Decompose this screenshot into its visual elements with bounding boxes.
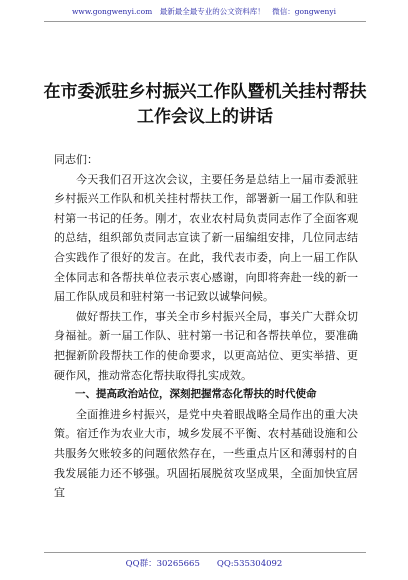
document-title: 在市委派驻乡村振兴工作队暨机关挂村帮扶工作会议上的讲话 <box>43 82 367 127</box>
section-heading-1: 一、提高政治站位，深刻把握常态化帮扶的时代使命 <box>75 388 317 401</box>
footer-divider <box>44 552 366 553</box>
header-divider <box>44 21 366 22</box>
page-footer-contact: QQ群：30265665 QQ:535304092 <box>125 559 283 569</box>
paragraph-1: 今天我们召开这次会议，主要任务是总结上一届市委派驻乡村振兴工作队和机关挂村帮扶工作，部署新一届工作队和驻村第一书记的任务。刚才，农业农村局负责同志作了全面客观的总结，组织部负责同志宣读了新一届编组安排，几位同志结合实践作了很好的发言。在此，我代表市委，向上一届工作队全体同志和各帮扶单位表示衷心感谢，向即将奔赴一线的新一届工作队成员和驻村第一书记致以诚挚问候。 <box>54 172 358 304</box>
page-header-link: www.gongwenyi.com 最新最全最专业的公文资料库！ 微信：gongwenyi <box>71 7 336 16</box>
document-body <box>54 150 358 503</box>
paragraph-3: 全面推进乡村振兴，是党中央着眼战略全局作出的重大决策。宿迁作为农业大市，城乡发展不平衡、农村基础设施和公共服务欠账较多的问题依然存在，一些重点片区和薄弱村的自我发展能力还不够强。巩固拓展脱贫攻坚成果，全面加快宜居宜 <box>54 407 358 500</box>
greeting: 同志们： <box>54 153 98 166</box>
paragraph-2: 做好帮扶工作，事关全市乡村振兴全局，事关广大群众切身福祉。新一届工作队、驻村第一书记和各帮扶单位，要准确把握新阶段帮扶工作的使命要求，以更高站位、更实举措、更硬作风，推动常态化帮扶取得扎实成效。 <box>54 309 358 382</box>
